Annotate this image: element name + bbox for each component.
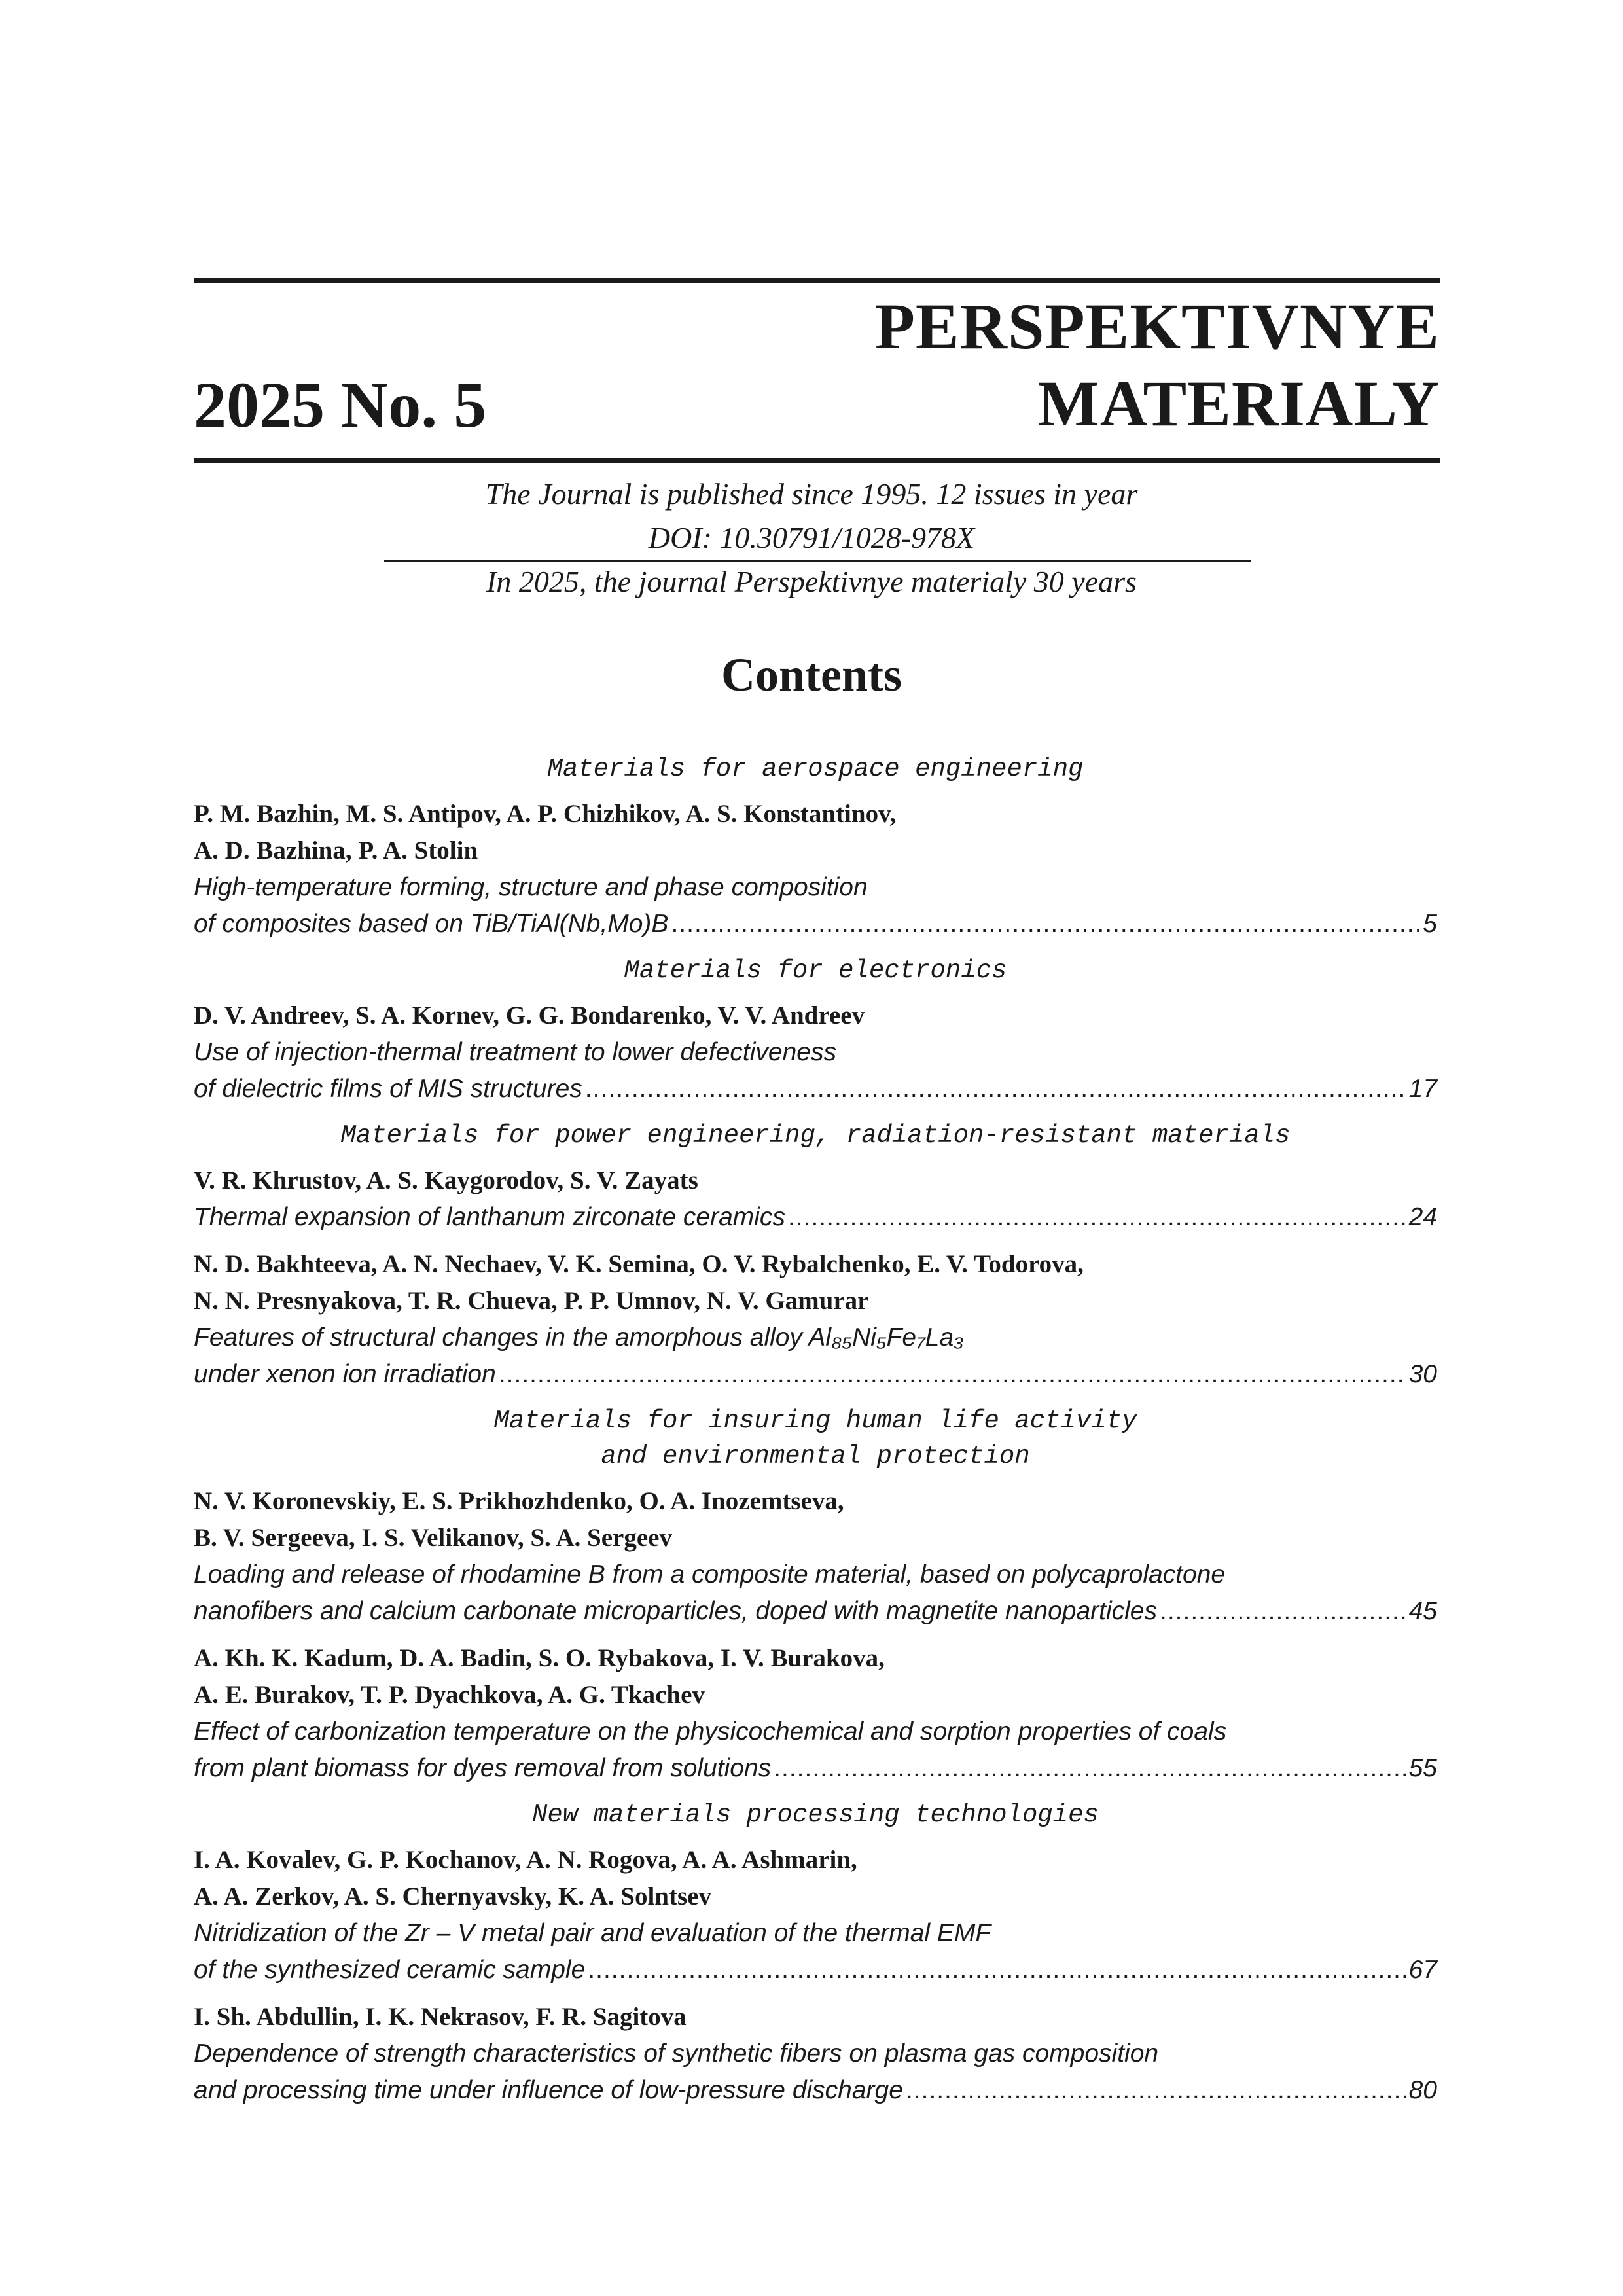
entry-title-last-line (194, 2072, 1437, 2109)
doi-text: DOI: 10.30791/1028-978X (648, 521, 975, 554)
masthead-bottom-rule (194, 458, 1440, 463)
toc-entry (194, 1640, 1437, 1787)
entry-title: Nitridization of the Zr – V metal pair and evaluation of the thermal EMF (194, 1919, 991, 1947)
toc-entry (194, 1999, 1437, 2109)
entry-title: Loading and release of rhodamine B from a composite material, based on polycaprolactone (194, 1560, 1226, 1588)
table-of-contents (194, 746, 1437, 2119)
toc-section (194, 751, 1437, 942)
journal-title-line-1: PERSPEKTIVNYE (874, 290, 1440, 363)
page-number: 24 (1408, 1203, 1437, 1231)
publication-info: The Journal is published since 1995. 12 issues in year (485, 477, 1138, 511)
toc-entry (194, 796, 1437, 942)
entry-authors: N. V. Koronevskiy, E. S. Prikhozhdenko, O. A. Inozemtseva, (194, 1487, 844, 1515)
section-heading: Materials for insuring human life activity (493, 1407, 1137, 1435)
entry-title: Dependence of strength characteristics of synthetic fibers on plasma gas composition (194, 2039, 1159, 2068)
dot-leader (585, 1071, 1406, 1107)
entry-authors: A. Kh. K. Kadum, D. A. Badin, S. O. Rybakova, I. V. Burakova, (194, 1644, 885, 1672)
entry-authors: A. A. Zerkov, A. S. Chernyavsky, K. A. Solntsev (194, 1882, 711, 1910)
entry-authors: N. N. Presnyakova, T. R. Chueva, P. P. Umnov, N. V. Gamurar (194, 1287, 869, 1315)
toc-entry (194, 1483, 1437, 1630)
entry-authors: V. R. Khrustov, A. S. Kaygorodov, S. V. Zayats (194, 1166, 698, 1194)
entry-title-last-line (194, 1356, 1437, 1393)
section-heading: Materials for aerospace engineering (547, 755, 1084, 783)
toc-section (194, 1797, 1437, 2109)
section-heading: Materials for power engineering, radiation-resistant materials (340, 1121, 1291, 1150)
dot-leader (499, 1356, 1406, 1393)
page-number: 80 (1408, 2076, 1437, 2104)
contents-heading: Contents (721, 649, 902, 701)
toc-entry (194, 1162, 1437, 1236)
toc-entry (194, 1842, 1437, 1988)
toc-entry (194, 997, 1437, 1107)
toc-section (194, 1403, 1437, 1787)
entry-authors: P. M. Bazhin, M. S. Antipov, A. P. Chizhikov, A. S. Konstantinov, (194, 800, 897, 828)
page-number: 17 (1408, 1075, 1437, 1103)
section-heading: Materials for electronics (624, 956, 1007, 985)
entry-title-last-line (194, 1071, 1437, 1107)
info-divider (384, 560, 1251, 562)
entry-title-last-line (194, 1952, 1437, 1988)
page-number: 55 (1408, 1754, 1437, 1782)
entry-authors: B. V. Sergeeva, I. S. Velikanov, S. A. Sergeev (194, 1524, 672, 1552)
entry-title: High-temperature forming, structure and phase composition (194, 873, 868, 901)
page-number: 67 (1408, 1956, 1437, 1984)
dot-leader (588, 1952, 1406, 1988)
entry-authors: A. D. Bazhina, P. A. Stolin (194, 836, 478, 865)
journal-title-line-2: MATERIALY (1037, 367, 1440, 440)
entry-title-last-line (194, 1750, 1437, 1787)
entry-title-last-line (194, 1199, 1437, 1236)
entry-title: and processing time under influence of low-pressure discharge (194, 2076, 903, 2104)
section-heading: and environmental protection (601, 1442, 1030, 1471)
section-heading: New materials processing technologies (532, 1801, 1099, 1829)
page-number: 5 (1423, 910, 1437, 938)
entry-title: of dielectric films of MIS structures (194, 1075, 582, 1103)
entry-authors: I. A. Kovalev, G. P. Kochanov, A. N. Rogova, A. A. Ashmarin, (194, 1846, 857, 1874)
page-number: 45 (1408, 1597, 1437, 1625)
entry-title: of the synthesized ceramic sample (194, 1956, 586, 1984)
entry-title-last-line (194, 1593, 1437, 1630)
entry-title: Features of structural changes in the amorphous alloy Al₈₅Ni₅Fe₇La₃ (194, 1323, 964, 1352)
toc-section (194, 1118, 1437, 1393)
page-number: 30 (1408, 1360, 1437, 1388)
dot-leader (788, 1199, 1406, 1236)
entry-title: under xenon ion irradiation (194, 1360, 496, 1388)
dot-leader (671, 906, 1420, 942)
entry-title: Effect of carbonization temperature on the physicochemical and sorption properties of coals (194, 1717, 1227, 1746)
dot-leader (906, 2072, 1406, 2109)
entry-authors: D. V. Andreev, S. A. Kornev, G. G. Bondarenko, V. V. Andreev (194, 1001, 865, 1030)
entry-authors: A. E. Burakov, T. P. Dyachkova, A. G. Tkachev (194, 1681, 705, 1709)
masthead-top-rule (194, 278, 1440, 283)
entry-title-last-line (194, 906, 1437, 942)
issue-number: 2025 No. 5 (194, 368, 487, 441)
entry-authors: I. Sh. Abdullin, I. K. Nekrasov, F. R. Sagitova (194, 2003, 687, 2031)
dot-leader (1160, 1593, 1406, 1630)
journal-title (875, 288, 1440, 442)
entry-authors: N. D. Bakhteeva, A. N. Nechaev, V. K. Semina, O. V. Rybalchenko, E. V. Todorova, (194, 1250, 1084, 1278)
entry-title: Thermal expansion of lanthanum zirconate ceramics (194, 1203, 785, 1231)
entry-title: of composites based on TiB/TiAl(Nb,Mo)B (194, 910, 669, 938)
entry-title: nanofibers and calcium carbonate microparticles, doped with magnetite nanoparticles (194, 1597, 1157, 1625)
entry-title: from plant biomass for dyes removal from solutions (194, 1754, 772, 1782)
anniversary-text: In 2025, the journal Perspektivnye materialy 30 years (486, 565, 1137, 598)
dot-leader (774, 1750, 1406, 1787)
toc-entry (194, 1246, 1437, 1393)
entry-title: Use of injection-thermal treatment to lower defectiveness (194, 1038, 836, 1066)
toc-section (194, 953, 1437, 1107)
